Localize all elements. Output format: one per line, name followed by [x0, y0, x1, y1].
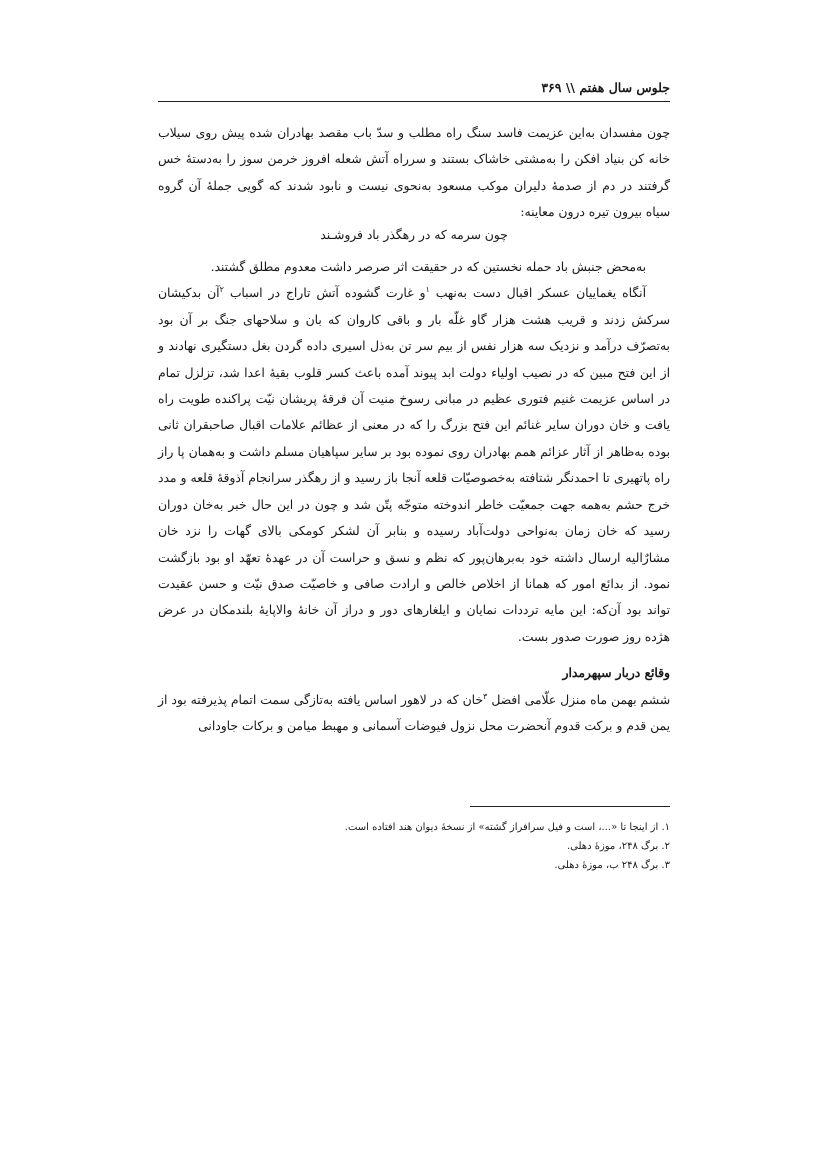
book-page: [158, 0, 670, 1169]
paragraph-1: چون مفسدان به‌این عزیمت فاسد سنگ راه مطلب و سدّ باب مقصد بهادران شده پیش روی سیلاب خانه کن بنیاد افکن را به‌مشتی خاشاک بستند و سرراه آتش شعله افروز خرمن سوز را به‌دستهٔ خس گرفتند در دم از صدمهٔ دلیران موکب مسعود به‌نحوی نیست و نابود شدند که گویی جملهٔ آن گروه سیاه بیرون تیره درون معاینه:: [158, 126, 670, 220]
main-text: [158, 120, 670, 739]
verse-line: چون سرمه که در رهگذر باد فروشـند: [320, 227, 508, 242]
paragraph-4-part-b: خان که در لاهور اساس یافته به‌تازگی سمت اتمام پذیرفته بود از یمن قدم و برکت قدوم آنحضرت محل نزول فیوضات آسمانی و مهبط میامن و برکات جاودانی: [158, 692, 670, 733]
footnote-rule: [470, 806, 670, 807]
footnote-mark-1: ۱: [425, 285, 430, 295]
footnote-mark-3: ۳: [482, 691, 488, 701]
header-rule: [158, 101, 670, 102]
footnote-2: ۲. برگ ۲۴۸، موزهٔ دهلی.: [566, 841, 670, 852]
running-header: جلوس سال هفتم \\ ۳۶۹: [541, 80, 670, 95]
section-heading: وقائع دربار سپهرمدار: [562, 665, 670, 681]
paragraph-4: [158, 687, 670, 740]
footnotes: [158, 818, 670, 875]
footnote-mark-2: ۲: [219, 285, 224, 295]
paragraph-4-part-a: ششم بهمن ماه منزل علّامی افضل: [491, 692, 671, 707]
footnote-3: ۳. برگ ۲۴۸ ب، موزهٔ دهلی.: [554, 860, 670, 871]
paragraph-3-part-a: آنگاه یغماییان عسکر اقبال دست به‌نهب: [435, 286, 646, 301]
footnote-1: ۱. از اینجا تا «...، است و فیل سرافراز گشته» از نسخهٔ دیوان هند افتاده است.: [344, 822, 670, 833]
paragraph-3-part-c: آن بدکیشان سرکش زدند و قریب هشت هزار گاو غلّه بار و باقی کاروان که بان و سلاحهای جنگ بر آن بود به‌تصرّف درآمد و نزدیک سه هزار نفس از بیم سر تن به‌ذل اسیری داده گردن بغل دستگیری نهادند و از این فتح مبین که در نصیب اولیاء دولت ابد پیوند آمده باعث کسر قلوب بقیهٔ اعدا شد، تزلزل تمام در اساس عزیمت غنیم فتوری عظیم در مبانی رسوخ منیت آن فرقهٔ پریشان نیّت پراکنده طویت راه یافت و خان دوران سایر غنائم این فتح بزرگ را که در معنی از عظائم علامات اقبال صاحبقران ثانی بوده به‌ظاهر از آثار عزائم همم بهادران روی نموده بود بر سایر سپاهیان مسلم داشت و به‌همان پا راز راه پاتهیری تا احمدنگر شتافته به‌خصوصیّات قلعه آنجا باز رسید و از رهگذر سرانجام آذوقهٔ قلعه و مدد خرج حشم به‌همه جهت جمعیّت خاطر اندوخته متوجّه پتّن شد و چون در این حال خبر به‌خان دوران رسید که خان زمان به‌نواحی دولت‌آباد رسیده و بنابر آن لشکر کومکی بالای گهات را نزد خان مشارٌالیه ارسال داشته خود به‌برهان‌پور که نظم و نسق و حراست آن در عهدهٔ تعهّد او بود بازگشت نمود. از بدائع امور که همانا از اخلاص خالص و ارادت صافی و خاصیّت صدق نیّت و حسن عقیدت تواند بود آن‌که: این مایه ترددات نمایان و ایلغارهای دور و دراز آن خانهٔ والاپایهٔ بلندمکان در عرض هژده روز صورت صدور بست.: [158, 286, 670, 644]
paragraph-2: به‌محض جنبش باد حمله نخستین که در حقیقت اثر صرصر داشت معدوم مطلق گشتند.: [210, 260, 646, 275]
paragraph-3: [158, 280, 670, 650]
paragraph-3-part-b: و غارت گشوده آتش تاراج در اسباب: [229, 286, 426, 301]
